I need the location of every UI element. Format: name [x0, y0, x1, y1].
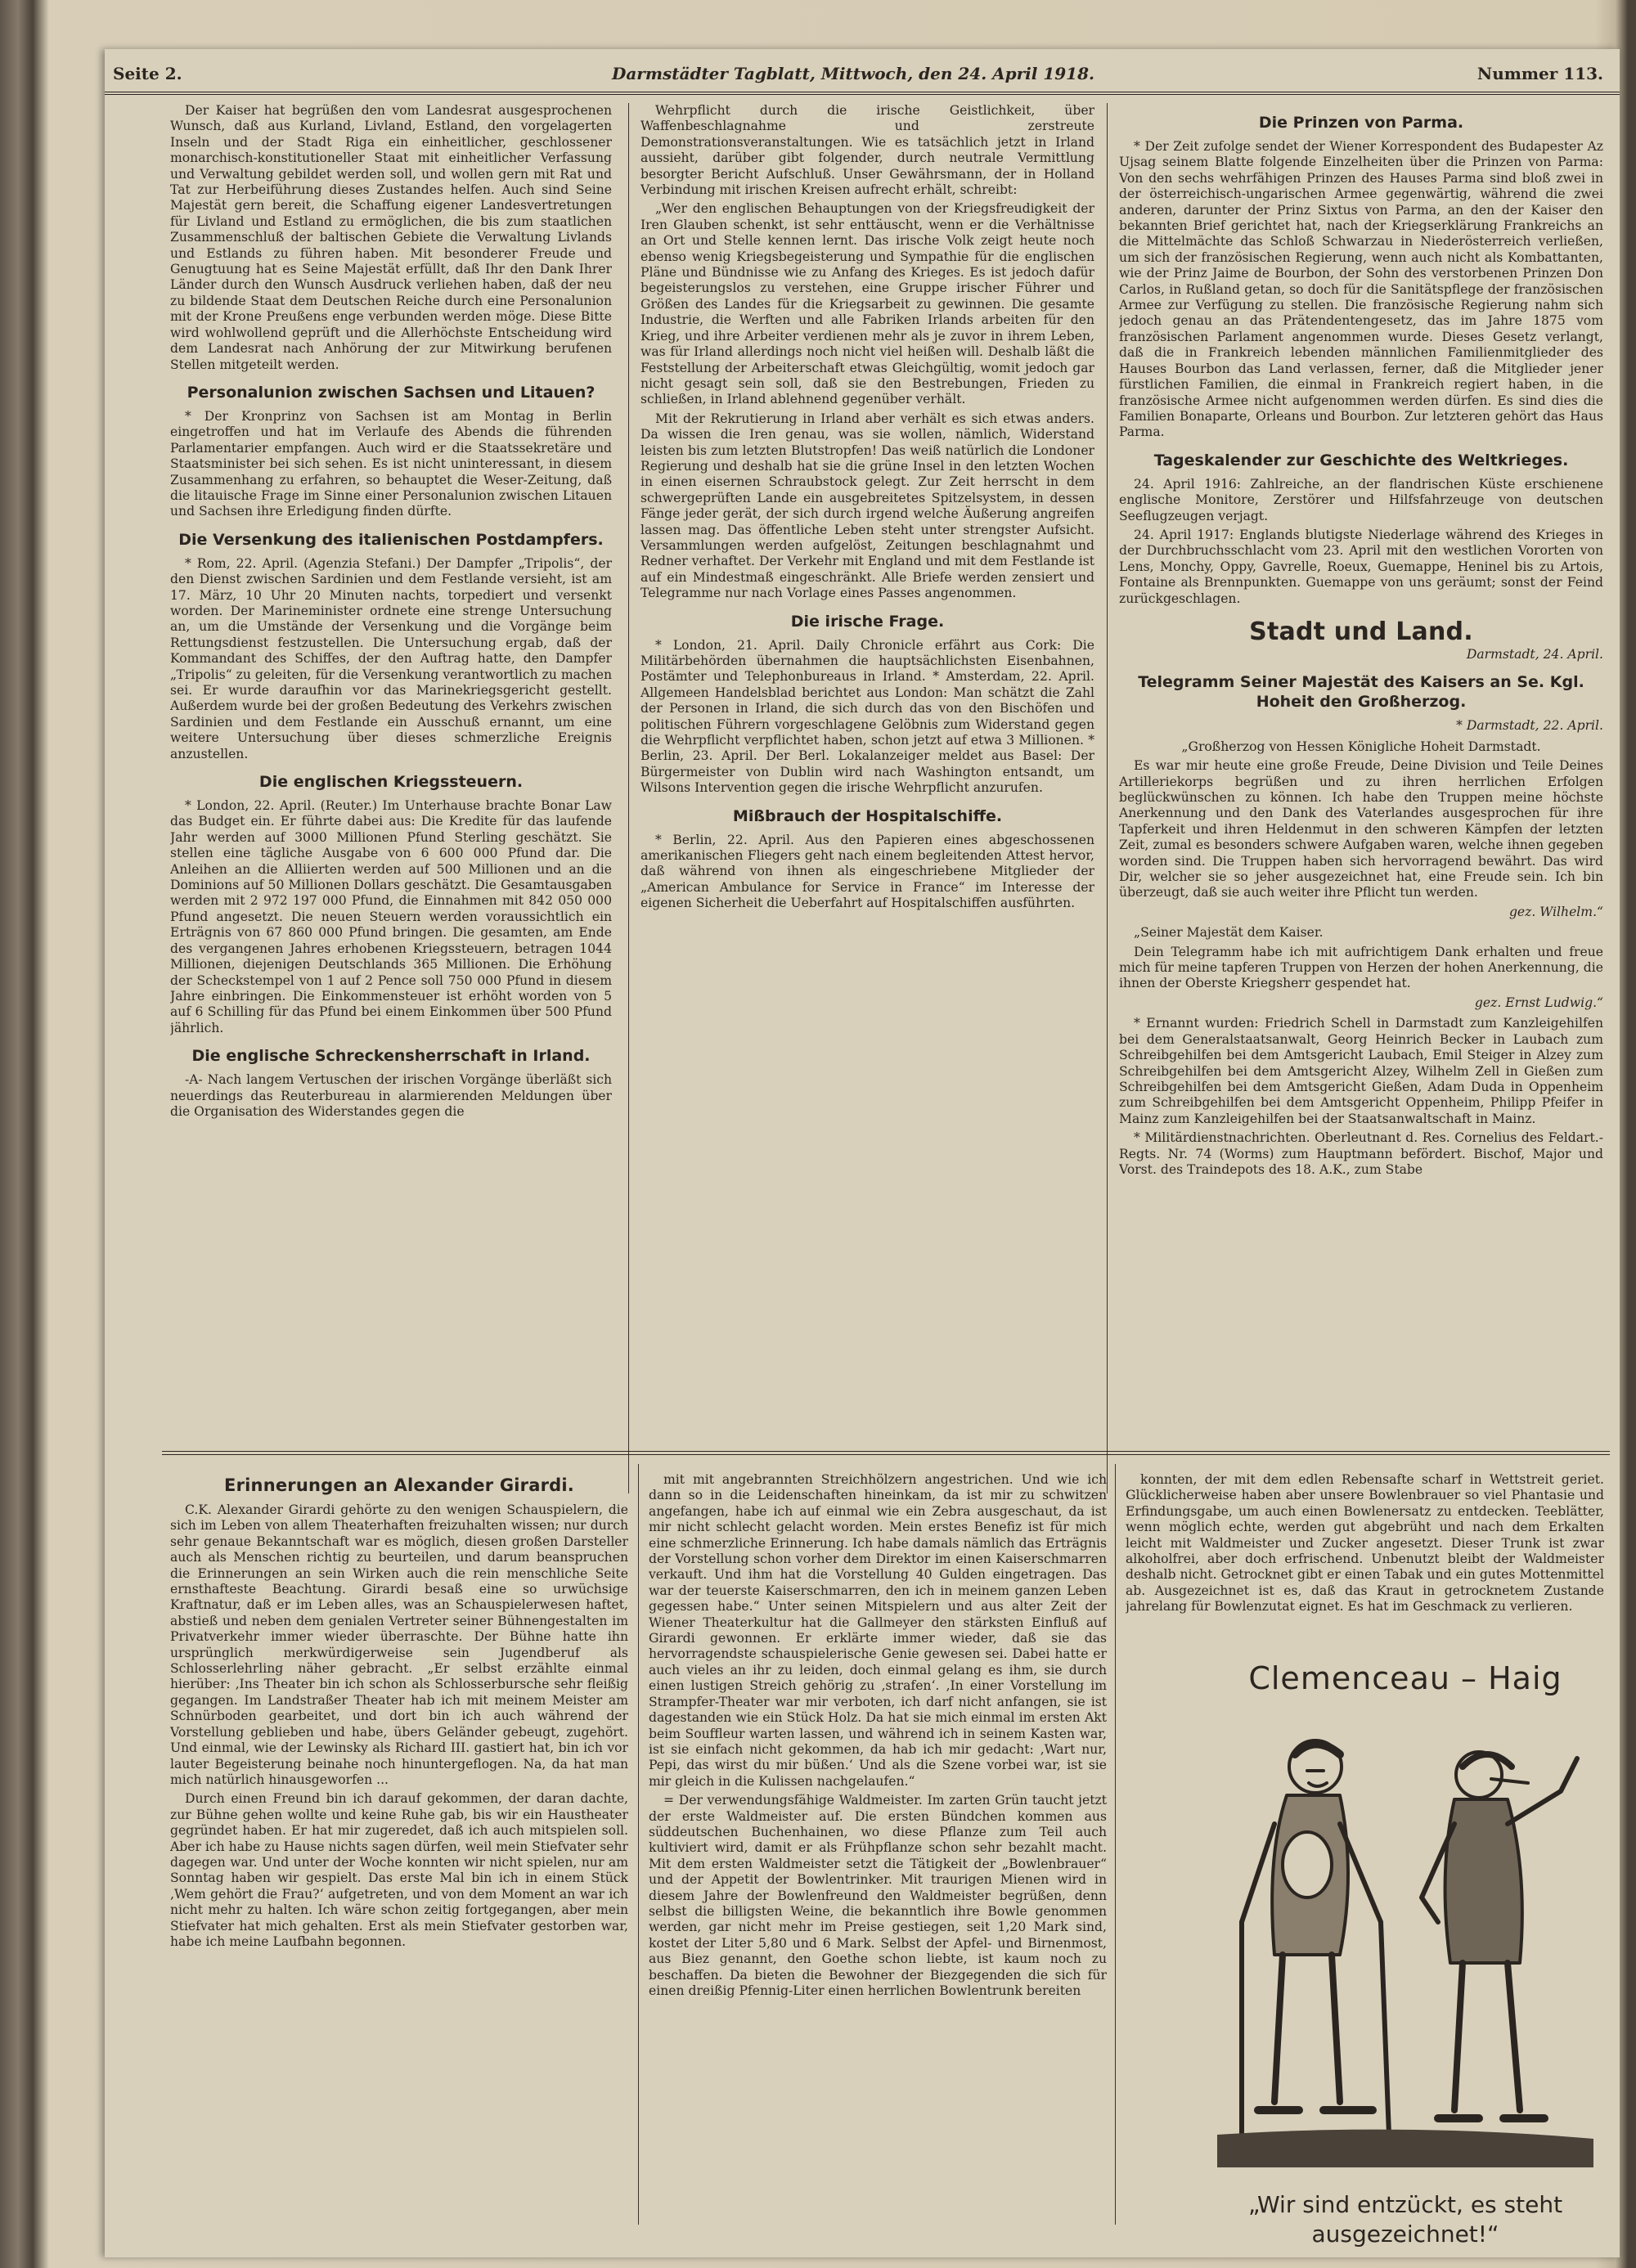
article-text: konnten, der mit dem edlen Rebensafte scharf in Wettstreit geriet. Glücklicherweise haben aber unsere Bowlenbrauer so viel Phantasie und Erfindungsgabe, um auch einen Bowlenersatz zu entdecken. Teeblätter, wenn möglich echte, werden gut abgebrüht und nach dem Erkalten leicht mit Waldmeister und Zucker angesetzt. Dieser Trunk ist zwar alkoholfrei, aber doch erfrischend. Unbenutzt bleibt der Waldmeister deshalb nicht. Getrocknet gibt er einen Tabak und ein gutes Mottenmittel ab. Ausgezeichnet ist es, daß das Kraut in getrocknetem Zustande jahrelang für Bowlenzutat eignet. Es hat im Geschmack zu verlieren. — [1126, 1472, 1604, 1615]
article-text: * London, 22. April. (Reuter.) Im Unterhause brachte Bonar Law das Budget ein. Er führte dabei aus: Die Kredite für das laufende Jahr werden auf 3000 Millionen Pfund Sterling geschätzt. Sie stellen eine tägliche Ausgabe von 6 600 000 Pfund dar. Die Anleihen an die Alliierten werden auf 500 Millionen und an die Dominions auf 50 Millionen Dollars geschätzt. Die Gesamtausgaben werden mit 2 972 197 000 Pfund, die Einnahmen mit 842 050 000 Pfund angesetzt. Die neuen Steuern werden voraussichtlich ein Erträgnis von 67 860 000 Pfund bringen. Die gesamten, am Ende des vergangenen Jahres erhobenen Kriegssteuern, betragen 1044 Millionen, diejenigen Deutschlands 365 Millionen. Die Erhöhung der Scheckstempel von 1 auf 2 Pence soll 750 000 Pfund in diesem Jahre einbringen. Die Einkommensteuer ist erhöht worden von 5 auf 6 Schilling für das Pfund bei einem Einkommen über 500 Pfund jährlich. — [170, 798, 612, 1035]
issue-number: Nummer 113. — [1476, 64, 1603, 83]
telegram-text: Es war mir heute eine große Freude, Deine Division und Teile Deines Artilleriekorps begrüßen und zu ihren herrlichen Erfolgen beglückwünschen zu können. Ich habe den Truppen meine höchste Anerkennung und den Dank des Vaterlandes ausgesprochen für ihre Tapferkeit und ihren Heldenmut in den schweren Kämpfen der letzten Zeit, zumal es besonders schwere Aufgaben waren, welche ihnen gegeben worden sind. Die Truppen haben sich hervorragend bewährt. Das wird Dir, welcher sie so jeher ausgezeichnet hat, eine Freude sein. Ich bin überzeugt, daß sie auch weiter ihre Pflicht tun werden. — [1119, 758, 1603, 900]
article-text: * Berlin, 22. April. Aus den Papieren eines abgeschossenen amerikanischen Fliegers geht nach einem begleitenden Attest hervor, daß während von ihnen als eingeschriebene Mitglieder der „American Ambulance for Service in France“ im Interesse der eigenen Sicherheit die Ueberfahrt auf Hospitalschiffen ausführten. — [640, 832, 1094, 911]
headline-personalunion: Personalunion zwischen Sachsen und Litauen? — [187, 383, 596, 402]
column-rule — [1107, 103, 1108, 1493]
feuilleton-rule — [162, 1451, 1610, 1455]
headline-irische-frage: Die irische Frage. — [790, 612, 945, 631]
column-3 — [1119, 103, 1603, 1493]
column-rule — [628, 103, 629, 1493]
page-number: Seite 2. — [113, 64, 182, 83]
cartoon-caption: „Wir sind entzückt, es steht ausgezeichnet!“ — [1247, 2191, 1563, 2248]
cartoon-title: Clemenceau – Haig — [1248, 1660, 1562, 1696]
feuilleton-column-1 — [170, 1464, 628, 2233]
headline-postdampfer: Die Versenkung des italienischen Postdampfers. — [178, 530, 604, 549]
cartoon-drawing — [1217, 1709, 1593, 2167]
cartoon — [1201, 1660, 1610, 2249]
article-text: mit mit angebrannten Streichhölzern angestrichen. Und wie ich dann so in die Leidenschaften hineinkam, da ist mir zu schwitzen angefangen, habe ich auf einmal wie ein Zebra ausgeschaut, da ist mir nicht schlecht gelacht worden. Mein erstes Benefiz ist für mich eine schmerzliche Erinnerung. Ich habe damals nämlich das Erträgnis der Vorstellung schon vorher dem Direktor im einen Kaiserschmarren verkauft. Und ihm hat die Vorstellung 40 Gulden eingetragen. Das war der teuerste Kaiserschmarren, den ich in meinem ganzen Leben gegessen habe.“ Unter seinen Mitspielern und aus alter Zeit der Wiener Theaterkultur hat die Gallmeyer den stärksten Einfluß auf Girardi gewonnen. Er erklärte immer wieder, daß sie das hervorragendste schauspielerische Genie gewesen sei. Dabei hatte er auch vieles an ihr zu leiden, doch einmal gelang es ihm, sie durch einen lustigen Streich gehörig zu ‚strafen‘. ‚In einer Vorstellung im Strampfer-Theater war mir verboten, ich darf nicht anfangen, sie ist dagestanden wie ein Stück Holz. Da hat sie mich einmal im ersten Akt beim Souffleur warten lassen, und während ich in seinem Kasten war, ist sie einfach nicht gekommen, da hab ich mir gedacht: ‚Wart nur, Pepi, das wirst du mir büßen.‘ Und als die Szene vorbei war, ist sie mir gleich in die Kulissen nachgelaufen.“ — [649, 1472, 1107, 1789]
article-text: „Wer den englischen Behauptungen von der Kriegsfreudigkeit der Iren Glauben schenkt, ist sehr enttäuscht, wenn er die Verhältnisse an Ort und Stelle kennen lernt. Das irische Volk zeigt heute noch ebenso wenig Kriegsbegeisterung und Sympathie für die englischen Pläne und Bündnisse wie zu Anfang des Krieges. Es ist jedoch dafür begeisterungslos zu verstehen, eine Gruppe irischer Führer und Größen des Landes für die Kriegsarbeit zu gewinnen. Die gesamte Industrie, die Werften und alle Fabriken Irlands arbeiten für den Krieg, und ihre Arbeiter verdienen mehr als je zuvor in ihrem Leben, was für Irland allerdings noch nicht viel heißen will. Deshalb läßt die Feststellung der Arbeiterschaft etwas Gleichgültig, womit jedoch gar nicht gesagt sein soll, daß sie den Bestrebungen, Frieden zu schließen, in Irland ablehnend gegenüber verhält. — [640, 201, 1094, 407]
article-text: Mit der Rekrutierung in Irland aber verhält es sich etwas anders. Da wissen die Iren genau, was sie wollen, nämlich, Widerstand leisten bis zum letzten Blutstropfen! Das weiß natürlich die Londoner Regierung und deshalb hat sie die grüne Insel in den letzten Wochen in einen eisernen Schraubstock gelegt. Zur Zeit herrscht in dem schwergeprüften Lande ein ausgebreitetes Spitzelsystem, in dessen Fänge jeder gerät, der sich durch irgend welche Äußerung angreifen lassen mag. Das öffentliche Leben steht unter strengster Aufsicht. Versammlungen werden aufgelöst, Zeitungen beschlagnahmt und Redner verhaftet. Der Verkehr mit England und mit dem Festlande ist auf ein Mindestmaß eingeschränkt. Alle Briefe werden zensiert und Telegramme nur nach Vorlage eines Passes angenommen. — [640, 411, 1094, 601]
article-text: * Rom, 22. April. (Agenzia Stefani.) Der Dampfer „Tripolis“, der den Dienst zwischen Sardinien und dem Festlande versieht, ist am 17. März, 10 Uhr 20 Minuten nachts, torpediert und versenkt worden. Der Marineminister ordnete eine strenge Untersuchung an, um die Umstände der Versenkung und die Vorgänge beim Rettungsdienst festzustellen. Die Untersuchung ergab, daß der Kommandant des Schiffes, der den Auftrag hatte, den Dampfer „Tripolis“ zu geleiten, für die Versenkung verantwortlich zu machen sei. Er wurde daraufhin vor das Marinekriegsgericht gestellt. Außerdem wurde bei der großen Bedeutung des Verkehrs zwischen Sardinien und dem Festlande ein Ausschuß ernannt, um eine weitere Untersuchung über dieses schmerzliche Ereignis anzustellen. — [170, 555, 612, 761]
feuilleton-column-2 — [649, 1472, 1107, 2233]
article-text: -A- Nach langem Vertuschen der irischen Vorgänge überläßt sich neuerdings das Reuterbureau in alarmierenden Meldungen über die Organisation des Widerstandes gegen die — [170, 1072, 612, 1119]
headline-parma: Die Prinzen von Parma. — [1258, 114, 1464, 132]
paper-title: Darmstädter Tagblatt, Mittwoch, den 24. April 1918. — [612, 64, 1094, 83]
telegram-reply-head: „Seiner Majestät dem Kaiser. — [1134, 925, 1324, 941]
article-text: * Der Zeit zufolge sendet der Wiener Korrespondent des Budapester Az Ujsag seinem Blatte folgende Einzelheiten über die Prinzen von Parma: Von den sechs wehrfähigen Prinzen des Hauses Parma sind bloß zwei in der österreichisch-ungarischen Armee gegenwärtig, während die zwei anderen, darunter der Prinz Sixtus von Parma, an den der Kaiser den bekannten Brief gerichtet hat, nach der Kriegserklärung Frankreichs an die Mittelmächte das Schloß Schwarzau in Niederösterreich verließen, um sich der französischen Regierung, wenn auch nicht als Kombattanten, wie der Prinz Jaime de Bourbon, der Sohn des verstorbenen Prinzen Don Carlos, in Rußland getan, so doch für die Sanitätspflege der französischen Armee zur Verfügung zu stellen. Die französische Regierung nahm sich jedoch genau an das Prätendentengesetz, das im Jahre 1875 vom französischen Parlament angenommen wurde. Dieses Gesetz verlangt, daß die in Frankreich lebenden männlichen Familienmitglieder des Hauses Bourbon das Land verlassen, ferner, daß die Mitglieder jener fürstlichen Familien, die einmal in Frankreich regiert haben, in die französische Armee nicht aufgenommen werden dürfen. Es sind dies die Familien Bonaparte, Orleans und Bourbon. Zur letzteren gehört das Haus Parma. — [1119, 139, 1603, 440]
telegram-signature: gez. Wilhelm.“ — [1508, 904, 1603, 919]
article-text: * London, 21. April. Daily Chronicle erfährt aus Cork: Die Militärbehörden übernahmen die hauptsächlichsten Eisenbahnen, Postämter und Telephonbureaus in Irland. * Amsterdam, 22. April. Allgemeen Handelsblad berichtet aus London: Man schätzt die Zahl der Personen in Irland, die sich durch das von den Bischöfen und politischen Führern vorgeschlagene Gelöbnis zum Widerstand gegen die Wehrpflicht verpflichtet haben, schon jetzt auf etwa 3 Millionen. * Berlin, 23. April. Der Berl. Lokalanzeiger meldet aus Basel: Der Bürgermeister von Dublin wird nach Washington entsandt, um Wilsons Intervention gegen die irische Wehrpflicht anzurufen. — [640, 637, 1094, 796]
calendar-entry: 24. April 1917: Englands blutigste Niederlage während des Krieges in der Durchbruchsschlacht vom 23. April mit den westlichen Vororten von Lens, Monchy, Oppy, Gavrelle, Roeux, Guemappe, Heninel bis zu Artois, Fontaine als Brennpunkten. Guemappe von uns geräumt; sonst der Feind zurückgeschlagen. — [1119, 527, 1603, 606]
column-rule — [1115, 1464, 1116, 2225]
telegram-signature: gez. Ernst Ludwig.“ — [1474, 995, 1603, 1010]
headline-tageskalender: Tageskalender zur Geschichte des Weltkrieges. — [1153, 451, 1569, 469]
article-text: Wehrpflicht durch die irische Geistlichkeit, über Waffenbeschlagnahme und zerstreute Demonstrationsveranstaltungen. Wie es tatsächlich jetzt in Irland aussieht, darüber gibt folgender, durch neutrale Vermittlung besorgter Bericht Aufschluß. Unser Gewährsmann, der in Holland Verbindung mit irischen Kreisen aufrecht erhält, schreibt: — [640, 103, 1094, 198]
dateline: * Darmstadt, 22. April. — [1456, 718, 1603, 734]
headline-kriegssteuern: Die englischen Kriegssteuern. — [258, 773, 524, 792]
column-2 — [640, 103, 1094, 1493]
article-text: C.K. Alexander Girardi gehörte zu den wenigen Schauspielern, die sich im Leben von allem Theaterhaften freizuhalten wissen; nur durch sehr genaue Bekanntschaft war es möglich, diesen großen Darsteller auch als Menschen richtig zu beurteilen, und darum beanspruchen die Erinnerungen an sein Wirken auch die rein menschliche Seite ernsthafteste Beachtung. Girardi besaß eine so urwüchsige Kraftnatur, daß er im Leben alles, was an Schauspielerwesen haftet, abstieß und neben dem genialen Vertreter seiner Bühnengestalten im Privatverkehr immer wieder überraschte. Der Bühne hatte ihn ursprünglich merkwürdigerweise sein Jugendberuf als Schlosserlehrling näher gebracht. „Er selbst erzählte einmal hierüber: ‚Ins Theater bin ich schon als Schlosserbursche sehr fleißig gegangen. Im Landstraßer Theater hab ich mit meinem Meister am Schnürboden gearbeitet, und dort bin ich auch während der Vorstellung geblieben und habe, übers Geländer gebeugt, zugehört. Und einmal, wie der Lewinsky als Richard III. gastiert hat, bin ich vor lauter Begeisterung beinahe noch hinuntergeflogen. Na, da hat man mich natürlich hinausgeworfen ... — [170, 1502, 628, 1787]
section-title-stadt-und-land: Stadt und Land. — [1249, 617, 1473, 646]
headline-hospitalschiffe: Mißbrauch der Hospitalschiffe. — [732, 806, 1003, 825]
headline-girardi: Erinnerungen an Alexander Girardi. — [224, 1475, 574, 1495]
dateline: Darmstadt, 24. April. — [1466, 646, 1603, 662]
feuilleton-column-3 — [1126, 1472, 1604, 1652]
article-text: Durch einen Freund bin ich darauf gekommen, der daran dachte, zur Bühne gehen wollte und keine Ruhe gab, bis wir ein Haustheater gegründet haben. Er hat mir zugeredet, daß ich auch mitspielen soll. Aber ich habe zu Hause nichts sagen dürfen, weil mein Stiefvater sehr dagegen war. Und unter der Woche konnten wir nicht spielen, nur am Sonntag haben wir gespielt. Das erste Mal bin ich in einem Stück ‚Wem gehört die Frau?‘ aufgetreten, und von dem Moment an war ich nicht mehr zu halten. Ich wäre schon zeitig fortgegangen, aber mein Stiefvater hat mich gehalten. Erst als mein Stiefvater gestorben war, habe ich meine Laufbahn begonnen. — [170, 1791, 628, 1949]
telegram-text: Dein Telegramm habe ich mit aufrichtigem Dank erhalten und freue mich für meine tapferen Truppen von Herzen der hohen Anerkennung, die ihnen der Oberste Kriegsherr gespendet hat. — [1119, 944, 1603, 991]
article-text: * Ernannt wurden: Friedrich Schell in Darmstadt zum Kanzleigehilfen bei dem Generalstaatsanwalt, Georg Heinrich Becker in Laubach zum Schreibgehilfen bei dem Amtsgericht Laubach, Emil Steiger in Alzey zum Schreibgehilfen bei dem Amtsgericht Alzey, Wilhelm Zell in Gießen zum Schreibgehilfen bei dem Amtsgericht Gießen, Adam Duda in Oppenheim zum Schreibgehilfen bei dem Amtsgericht Oppenheim, Philipp Pfeifer in Mainz zum Kanzleigehilfen bei der Staatsanwaltschaft in Mainz. — [1119, 1016, 1603, 1126]
column-rule — [638, 1464, 639, 2225]
article-text: * Der Kronprinz von Sachsen ist am Montag in Berlin eingetroffen und hat im Verlaufe des Abends die führenden Parlamentarier empfangen. Auch wird er die Staatssekretäre und Staatsminister bei sich sehen. Es ist nicht uninteressant, in diesem Zusammenhang zu erfahren, so behauptet die Weser-Zeitung, daß die litauische Frage im Sinne einer Personalunion zwischen Litauen und Sachsen ihre Erledigung finden dürfte. — [170, 408, 612, 519]
article-text: = Der verwendungsfähige Waldmeister. Im zarten Grün taucht jetzt der erste Waldmeister auf. Die ersten Bündchen kommen aus süddeutschen Buchenhainen, wo diese Pflanze zum Teil auch kultiviert wird, damit er als Frühpflanze schon sehr bezahlt macht. Mit dem ersten Waldmeister setzt die Tätigkeit der „Bowlenbrauer“ und der Appetit der Bowlentrinker. Mit traurigen Mienen wird in diesem Jahre der Bowlenfreund den Waldmeister begrüßen, denn selbst die billigsten Weine, die bekanntlich ihre Bowle genommen werden, gar nicht mehr im Preise gestiegen, seit 1,20 Mark sind, kostet der Liter 5,80 und 6 Mark. Selbst der Apfel- und Birnenmost, aus Biez genannt, den Goethe schon liebte, ist kaum noch zu beschaffen. Da bieten die Bewohner der Biezgegenden die sich für einen dreißig Pfennig-Liter einen herrlichen Bowlentrunk bereiten — [649, 1793, 1107, 1998]
masthead — [105, 59, 1620, 95]
article-text: Der Kaiser hat begrüßen den vom Landesrat ausgesprochenen Wunsch, daß aus Kurland, Livland, Estland, den vorgelagerten Inseln und der Stadt Riga ein einheitlicher, geschlossener monarchisch-konstitutioneller Staat mit einheitlicher Verfassung und Verwaltung gebildet werden soll, und wollen gern mit Rat und Tat zur Herbeiführung dieses Zustandes helfen. Auch sind Seine Majestät gern bereit, die Schaffung eigener Landesvertretungen für Livland und Estland zu ermöglichen, die bis zum staatlichen Zusammenschluß der baltischen Gebiete die Verwaltung Livlands und Estlands zu führen haben. Mit besonderer Freude und Genugtuung hat es Seine Majestät erfüllt, daß Ihr den Dank Ihrer Länder durch den Wunsch Ausdruck verliehen haben, daß der neu zu bildende Staat dem Deutschen Reiche durch eine Personalunion mit der Krone Preußens enge verbunden werden möge. Diese Bitte wird wohlwollend geprüft und die Allerhöchste Entscheidung wird dem Landesrat nach Anhörung der zur Mitwirkung berufenen Stellen mitgeteilt werden. — [170, 103, 612, 372]
headline-irland: Die englische Schreckensherrschaft in Irland. — [191, 1047, 591, 1066]
column-1 — [170, 103, 612, 1502]
article-text: * Militärdienstnachrichten. Oberleutnant d. Res. Cornelius des Feldart.-Regts. Nr. 74 (Worms) zum Hauptmann befördert. Bischof, Major und Vorst. des Traindepots des 18. A.K., zum Stabe — [1119, 1130, 1603, 1177]
headline-telegramm: Telegramm Seiner Majestät des Kaisers an Se. Kgl. Hoheit den Großherzog. — [1138, 673, 1584, 712]
telegram-address: „Großherzog von Hessen Königliche Hoheit Darmstadt. — [1181, 739, 1541, 754]
calendar-entry: 24. April 1916: Zahlreiche, an der flandrischen Küste erschienene englische Monitore, Zerstörer und Hilfsfahrzeuge von deutschen Seeflugzeugen verjagt. — [1119, 476, 1603, 523]
newspaper-page — [105, 49, 1620, 2257]
